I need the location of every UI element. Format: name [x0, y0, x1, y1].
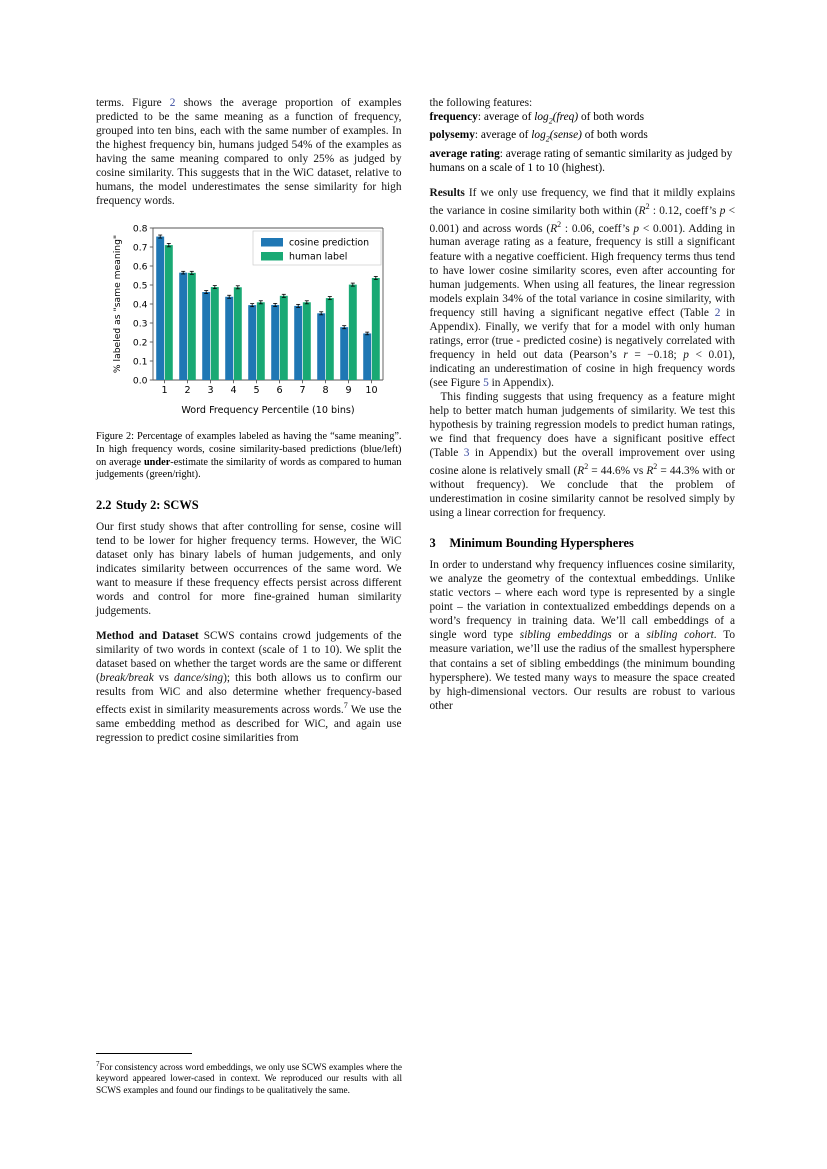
bar-cosine-prediction-5 — [248, 306, 256, 381]
math-p-value: p — [719, 204, 726, 217]
feature-term: frequency — [429, 111, 478, 124]
y-tick-label: 0.7 — [132, 242, 148, 254]
feature-desc: average of — [483, 111, 535, 124]
x-tick-label: 8 — [322, 385, 329, 397]
caption-text-part: -estimate the similarity of words as compared to human judgements (green/right). — [96, 456, 402, 481]
section-number: 2.2 — [96, 497, 112, 512]
feature-term: average rating — [429, 147, 500, 160]
two-column-layout — [96, 96, 735, 1096]
math-r-squared: R — [550, 222, 558, 235]
footnote-block — [96, 1046, 402, 1096]
section-number: 3 — [429, 536, 436, 551]
math-log-arg: (freq) — [552, 111, 579, 124]
italic-sibling-embeddings: sibling embeddings — [519, 629, 612, 642]
y-tick-label: 0.1 — [132, 356, 148, 368]
bar-cosine-prediction-7 — [294, 306, 302, 380]
x-axis-label: Word Frequency Percentile (10 bins) — [181, 405, 355, 417]
paragraph-text-part: = 44.6% vs — [588, 465, 647, 477]
x-tick-label: 9 — [345, 385, 352, 397]
math-dance-sing: dance/sing — [173, 672, 224, 685]
section-heading-2-2 — [96, 498, 402, 513]
bar-human-label-8 — [326, 298, 334, 380]
paragraph-text-part: This finding suggests that using frequency as a feature might help to better match human judgements of similarity. We test this hypothesis by training regression models to predict human ratings, we find that frequency does have a significant positive effect (Table — [429, 390, 735, 460]
x-tick-label: 5 — [253, 385, 260, 397]
paragraph-text-part: In order to understand why frequency influences cosine similarity, we analyze the geometry of the contextual embeddings. Unlike static vectors – where each word type is represented by a single point – the variation in contextualized embeddings depends on a word’s frequency in training data. We’ll call embeddings of a single word type — [429, 559, 735, 642]
math-r-squared: R — [638, 204, 646, 217]
math-log-arg: (sense) — [549, 129, 582, 142]
feature-term: polysemy — [429, 129, 475, 142]
y-tick-label: 0.3 — [132, 318, 148, 330]
table-reference-link-2[interactable]: 2 — [714, 306, 721, 319]
caption-text-part: Percentage of examples labeled as having the “same meaning”. In high frequency words, cosine similarity-based predictions (blue/left) on average — [96, 431, 402, 468]
y-tick-label: 0.0 — [132, 375, 148, 387]
left-column — [96, 96, 402, 1096]
math-r-squared: R — [577, 465, 585, 477]
bar-cosine-prediction-4 — [225, 297, 233, 380]
paragraph-text-part: < 0.01), indicating an underestimation of cosine in high frequency words (see Figure — [429, 348, 735, 389]
legend-label-cosine-prediction: cosine prediction — [288, 237, 369, 249]
paragraph-text-part: vs — [153, 672, 174, 685]
y-tick-label: 0.8 — [132, 223, 148, 235]
bar-cosine-prediction-2 — [179, 273, 187, 380]
math-p-value: p — [633, 222, 640, 235]
legend-swatch-human-label — [261, 252, 283, 261]
math-log-subscript: 2 — [548, 116, 553, 126]
paragraph-method-and-dataset — [96, 629, 402, 745]
math-r-squared: R — [646, 465, 654, 477]
caption-bold-under: under — [143, 456, 171, 468]
x-tick-label: 7 — [299, 385, 306, 397]
footnote-rule — [96, 1053, 192, 1054]
caption-label: Figure 2: — [96, 431, 134, 443]
paragraph-finding — [430, 390, 736, 520]
table-reference-link-3[interactable]: 3 — [463, 447, 470, 460]
figure-2-chart — [109, 222, 389, 418]
section-title: Minimum Bounding Hyperspheres — [449, 536, 634, 551]
math-log: log — [534, 111, 549, 124]
footnote-text: For consistency across word embeddings, we only use SCWS examples where the keyword appeared lower-cased in context. We reproduced our results with all SCWS examples and found our findings to be qualitatively the same. — [96, 1062, 402, 1095]
paragraph-text-part: = 44.3% with or without frequency). We conclude that the problem of underestimation in cosine similarity cannot be resolved simply by using a linear correction for frequency. — [429, 465, 735, 520]
runin-heading-results: Results — [429, 186, 465, 199]
paragraph-text-part: If we only use frequency, we find that it mildly explains the variance in cosine similarity both within ( — [429, 186, 735, 217]
paragraph-text-part: . To measure variation, we’ll use the radius of the smallest hypersphere that contains a set of sibling embeddings (the minimum bounding hypersphere). We tested many ways to measure the space created by high-dimensional vectors. Our results are robust to various other — [429, 629, 736, 712]
legend-label-human-label: human label — [288, 251, 348, 263]
x-tick-label: 6 — [276, 385, 283, 397]
feature-sep: : — [499, 147, 506, 160]
math-break-break: break/break — [99, 672, 154, 685]
math-log: log — [531, 129, 546, 142]
right-column — [430, 96, 736, 1096]
feature-list — [430, 110, 736, 175]
paragraph-study2-intro: Our first study shows that after controlling for sense, cosine will tend to be lower for higher frequency terms. However, the WiC dataset only has binary labels of human judgements, and only indicates similarity between occurrences of the same word. We want to measure if these frequency effects persist across different words and control for more fine-grained human similarity judgements. — [96, 520, 402, 618]
paragraph-text-part: = −0.18; — [627, 348, 684, 361]
feature-desc-tail: of both words — [581, 129, 648, 142]
paragraph-mbh — [430, 558, 736, 713]
figure-reference-link[interactable]: 2 — [169, 97, 176, 109]
paragraph-text-part: or a — [611, 629, 647, 642]
feature-sep: : — [474, 129, 481, 142]
bar-human-label-3 — [211, 287, 219, 380]
paragraph-text-part: in Appendix). Finally, we verify that for a model with only human ratings, error (true - predicted cosine) is negatively correlated with frequency in held out data (Pearson’s — [429, 306, 735, 361]
paragraph-text-part: in Appendix). — [488, 376, 554, 389]
footnote-7 — [96, 1059, 402, 1096]
bar-cosine-prediction-8 — [317, 314, 325, 381]
bar-cosine-prediction-10 — [363, 334, 371, 381]
section-heading-3 — [430, 536, 736, 551]
math-p-value: p — [683, 348, 689, 361]
math-log-subscript: 2 — [545, 134, 550, 144]
runin-heading-method: Method and Dataset — [96, 630, 199, 643]
bar-cosine-prediction-1 — [156, 237, 164, 380]
y-tick-label: 0.5 — [132, 280, 148, 292]
bar-cosine-prediction-6 — [271, 305, 279, 380]
feature-item-frequency — [430, 110, 736, 128]
feature-item-polysemy — [430, 128, 736, 146]
math-r-squared-exp: 2 — [584, 462, 589, 472]
footnote-marker-7[interactable]: 7 — [343, 701, 348, 711]
features-intro-line: the following features: — [429, 97, 533, 109]
x-tick-label: 4 — [230, 385, 237, 397]
paragraph-results — [430, 186, 736, 390]
feature-desc-tail: of both words — [578, 111, 644, 124]
bar-cosine-prediction-9 — [340, 328, 348, 381]
bar-chart — [109, 222, 389, 418]
bar-human-label-2 — [188, 273, 196, 380]
section-title: Study 2: SCWS — [116, 497, 199, 512]
bar-cosine-prediction-3 — [202, 292, 210, 380]
x-tick-label: 3 — [207, 385, 214, 397]
paragraph-text-part: shows the average proportion of examples predicted to be the same meaning as a function of frequency, grouped into ten bins, each with the same number of examples. In the highest frequency bin, humans judged 54% of the examples as having the same meaning compared to only 25% as judged by cosine similarity. This suggests that in the WiC dataset, relative to humans, the model underestimates the sense similarity for high frequency words. — [96, 97, 402, 208]
paragraph-text-part: : 0.12, coeff’s — [649, 204, 720, 217]
bar-human-label-7 — [303, 303, 311, 381]
bar-human-label-10 — [372, 278, 380, 380]
bar-human-label-6 — [280, 296, 288, 380]
paragraph-text-part: in Appendix) but the overall improvement over using cosine alone is relatively small ( — [429, 447, 735, 477]
feature-item-average-rating — [430, 147, 736, 175]
legend-swatch-cosine-prediction — [261, 238, 283, 247]
feature-desc: average of — [480, 129, 532, 142]
paragraph-text-part: : 0.06, coeff’s — [561, 222, 634, 235]
feature-desc: average rating of semantic similarity as judged by humans on a scale of 1 to 10 (highest). — [429, 147, 733, 174]
feature-sep: : — [477, 111, 484, 124]
y-tick-label: 0.2 — [132, 337, 148, 349]
x-tick-label: 10 — [365, 385, 378, 397]
y-tick-label: 0.6 — [132, 261, 148, 273]
y-tick-label: 0.4 — [132, 299, 148, 311]
bar-human-label-1 — [165, 245, 173, 380]
paragraph-text-part: We use the same embedding method as described for WiC, and again use regression to predict cosine similarities from — [96, 704, 402, 745]
paragraph-text-part: < 0.001). Adding in human average rating as a feature, frequency is still a significant feature with a negative coefficient. High frequency terms thus tend to have lower cosine similarity scores, even after accounting for human judgements. When using all features, the linear regression models explain 34% of the total variance in cosine similarity, with frequency still having a significant negative effect (Table — [429, 222, 735, 319]
math-r-squared-exp: 2 — [653, 462, 658, 472]
paragraph-text-part: SCWS contains crowd judgements of the similarity of two words in context (scale of 1 to 10). We split the dataset based on whether the target words are the same or different ( — [96, 630, 402, 685]
footnote-number: 7 — [96, 1060, 100, 1069]
x-tick-label: 2 — [184, 385, 191, 397]
figure-2-caption — [96, 431, 402, 481]
paragraph-text-part: < 0.001) and across words ( — [429, 204, 736, 235]
bar-human-label-9 — [349, 285, 357, 380]
paragraph-figure-intro — [96, 96, 402, 208]
bar-human-label-4 — [234, 288, 242, 381]
math-r-squared-exp: 2 — [645, 201, 650, 211]
y-axis-label: % labeled as "same meaning" — [111, 235, 123, 374]
x-tick-label: 1 — [161, 385, 168, 397]
paragraph-text-part: ); this both allows us to confirm our results from WiC and also determine whether frequency-based effects exist in similarity measurements across words. — [96, 672, 402, 717]
figure-reference-link-5[interactable]: 5 — [483, 376, 489, 389]
math-r-squared-exp: 2 — [557, 219, 562, 229]
bar-human-label-5 — [257, 303, 265, 381]
paragraph-text-part: terms. Figure — [96, 97, 170, 109]
figure-2 — [96, 222, 402, 481]
italic-sibling-cohort: sibling cohort — [646, 629, 714, 642]
math-pearson-r: r — [623, 348, 628, 361]
